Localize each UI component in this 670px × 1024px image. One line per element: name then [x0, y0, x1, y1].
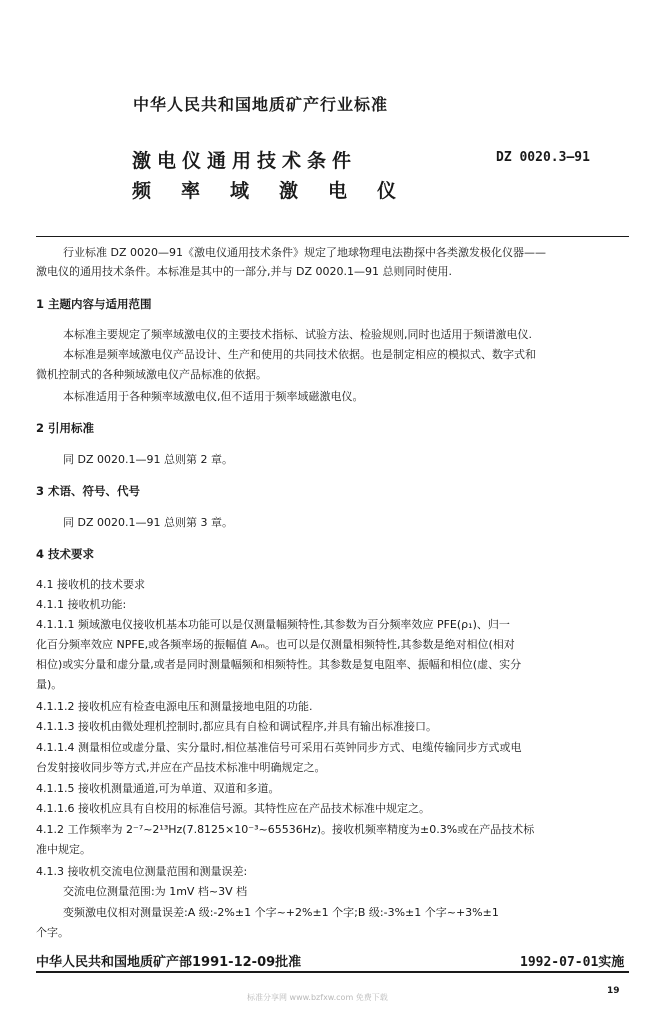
section-1-title: 1 主题内容与适用范围 [36, 297, 152, 311]
section-4-title: 4 技术要求 [36, 547, 95, 561]
intro-line-2: 激电仪的通用技术条件。本标准是其中的一部分,并与 DZ 0020.1—91 总则同时使用. [36, 265, 452, 278]
s411-heading: 4.1.1 接收机功能: [36, 598, 127, 611]
s4111-line-2: 化百分频率效应 NPFE,或各频率场的振幅值 Aₘ。也可以是仅测量相频特性,其参数是绝对相位(相对 [36, 638, 515, 651]
s4114-line-2: 台发射接收同步等方式,并应在产品技术标准中明确规定之。 [36, 761, 326, 774]
s1-para-line-2: 本标准是频率域激电仪产品设计、生产和使用的共同技术依据。也是制定相应的模拟式、数字式和 [63, 348, 536, 361]
standard-number: DZ 0020.3—91 [496, 150, 590, 165]
s4111-line-4: 量)。 [36, 678, 63, 691]
footer-divider [36, 971, 629, 973]
s4111-line-3: 相位)或实分量和虚分量,或者是同时测量幅频和相频特性。其参数是复电阻率、振幅和相位(虚、实分 [36, 658, 522, 671]
s1-para-2: 本标准适用于各种频率域激电仪,但不适用于频率域磁激电仪。 [63, 390, 364, 403]
s412-line-1: 4.1.2 工作频率为 2⁻⁷~2¹³Hz(7.8125×10⁻³~65536Hz)。接收机频率精度为±0.3%或在产品技术标 [36, 823, 535, 836]
s4116: 4.1.1.6 接收机应具有自校用的标准信号源。其特性应在产品技术标准中规定之。 [36, 802, 430, 815]
s4112: 4.1.1.2 接收机应有检查电源电压和测量接地电阻的功能. [36, 700, 313, 713]
s413-error-line-2: 个字。 [36, 926, 69, 939]
s413-heading: 4.1.3 接收机交流电位测量范围和测量误差: [36, 865, 248, 878]
s4111-line-1: 4.1.1.1 频域激电仪接收机基本功能可以是仅测量幅频特性,其参数为百分频率效应 PFE(ρ₁)、归一 [36, 618, 510, 631]
s2-text: 同 DZ 0020.1—91 总则第 2 章。 [63, 453, 233, 466]
s41-heading: 4.1 接收机的技术要求 [36, 578, 145, 591]
s3-text: 同 DZ 0020.1—91 总则第 3 章。 [63, 516, 233, 529]
s4115: 4.1.1.5 接收机测量通道,可为单道、双道和多道。 [36, 782, 280, 795]
title-line-2: 频率域激电仪 [132, 180, 427, 202]
issuer-approval: 中华人民共和国地质矿产部1991-12-09批准 [36, 955, 302, 970]
s1-para-line-1: 本标准主要规定了频率域激电仪的主要技术指标、试验方法、检验规则,同时也适用于频谱激电仪. [63, 328, 532, 341]
s413-error-line-1: 变频激电仪相对测量误差:A 级:-2%±1 个字~+2%±1 个字;B 级:-3%±1 个字~+3%±1 [63, 906, 499, 919]
s4113: 4.1.1.3 接收机由微处理机控制时,都应具有自检和调试程序,并具有输出标准接口。 [36, 720, 437, 733]
watermark: 标准分享网 www.bzfxw.com 免费下载 [247, 993, 388, 1002]
s1-para-line-3: 微机控制式的各种频域激电仪产品标准的依据。 [36, 368, 267, 381]
header-divider [36, 236, 629, 237]
section-2-title: 2 引用标准 [36, 421, 95, 435]
section-3-title: 3 术语、符号、代号 [36, 484, 141, 498]
effective-date: 1992-07-01实施 [520, 955, 625, 970]
s4114-line-1: 4.1.1.4 测量相位或虚分量、实分量时,相位基准信号可采用石英钟同步方式、电缆传输同步方式或电 [36, 741, 522, 754]
s413-range: 交流电位测量范围:为 1mV 档~3V 档 [63, 885, 248, 898]
page-number: 19 [607, 986, 620, 996]
org-header: 中华人民共和国地质矿产行业标准 [133, 95, 389, 114]
title-line-1: 激电仪通用技术条件 [132, 150, 358, 172]
s412-line-2: 准中规定。 [36, 843, 91, 856]
intro-line-1: 行业标准 DZ 0020—91《激电仪通用技术条件》规定了地球物理电法勘探中各类激发极化仪器—— [63, 246, 546, 259]
